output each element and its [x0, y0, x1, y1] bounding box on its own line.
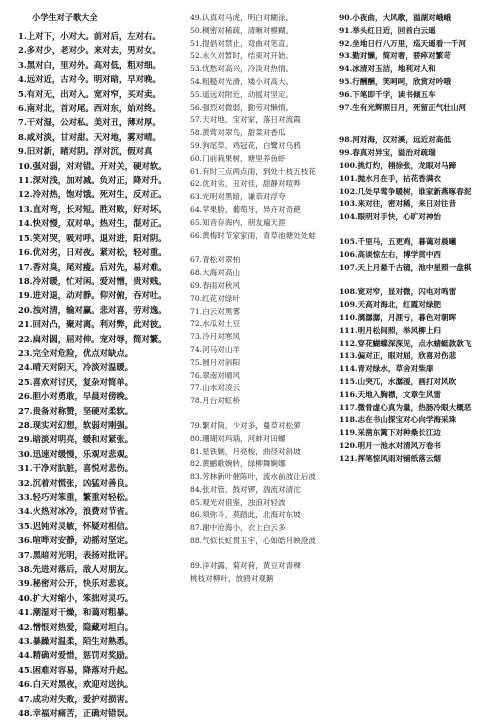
- couplet-line: 27.贵备对称赞，坚硬对柔软。: [18, 405, 134, 416]
- couplet-line: 35.迟钝对灵敏，怀疑对相信。: [18, 520, 134, 531]
- couplet-line: 16.优对劣，日对夜。紧对松，轻对重。: [18, 247, 167, 258]
- couplet-line: 42.憎恨对热爱，隐藏对坦白。: [18, 621, 134, 632]
- couplet-line: 98.河对海，汉对溪，远近对高低: [339, 135, 451, 145]
- couplet-line: 63.光明对黑暗，谦恭对浮夸: [190, 192, 286, 202]
- couplet-list-2c: [190, 420, 328, 548]
- couplet-line: 1.上对下，小对大。前对后，左对右。: [18, 31, 161, 41]
- spacer: [339, 274, 489, 286]
- couplet-line: 57.天对地，宝对家，落日对流霞: [190, 115, 301, 125]
- couplet-line: 12.冷对热，饱对饿。死对生，反对正。: [18, 189, 167, 200]
- couplet-line: 33.轻巧对笨重，繁重对轻松。: [18, 492, 134, 502]
- spacer: [339, 114, 489, 134]
- couplet-line: 117.微骨虚心真为量，热肠冷眼大概恶: [339, 402, 472, 412]
- couplet-line: 5.有对无，出对入。宽对窄，买对卖。: [18, 88, 161, 99]
- couplet-line: 116.天地入胸襟，文章生风雷: [339, 389, 442, 399]
- couplet-line: 86.须弥斗，莫踏此，北海对东坡: [190, 510, 301, 520]
- document-title: 小学生对子歌大全: [32, 12, 98, 22]
- column-1: [18, 12, 178, 721]
- couplet-line: 101.抛水月在手，拈花香满衣: [339, 173, 442, 183]
- couplet-line: 36.喧哗对安静，动摇对坚定。: [18, 535, 134, 546]
- couplet-line: 113.偏对正，眼对屈，欣喜对伤悲: [339, 351, 457, 361]
- couplet-line: 37.黑暗对光明，表扬对批评。: [18, 549, 134, 560]
- couplet-line: 68.大海对高山: [190, 268, 241, 278]
- couplet-list-1: [18, 29, 178, 721]
- couplet-line: 110.漓潺潺，月涯亏，暮色对朝晖: [339, 312, 457, 322]
- couplet-line: 114.青对绿水，草舍对柴扉: [339, 364, 434, 374]
- couplet-line: 93.勤对懒，简对奢，骄瘁对繁苛: [339, 51, 451, 61]
- couplet-line: 74.河马对山羊: [190, 344, 241, 354]
- couplet-line: 99.春真对异宝，溢治对疏瑞: [339, 148, 436, 158]
- couplet-line: 75.圆月对斜阳: [190, 357, 241, 367]
- couplet-line: 80.珊瑚对玛瑙，河蚌对田螺: [190, 433, 286, 443]
- couplet-line: 100.挑灯灼，栩徐张，龙眼对马蹄: [339, 160, 457, 170]
- spacer: [190, 242, 328, 254]
- couplet-line: 73.冷月对寒风: [190, 332, 241, 342]
- couplet-line: 69.春雨对秋风: [190, 280, 241, 290]
- spacer: [190, 548, 328, 560]
- couplet-line: 67.青松对翠柏: [190, 255, 241, 265]
- couplet-line: 29.暗淡对明亮，缓和对紧张。: [18, 434, 134, 445]
- couplet-line: 56.强烈对微弱，勤劳对懒惰。: [190, 102, 294, 112]
- couplet-line: 108.宽对窄，显对微，闪电对鸣雷: [339, 287, 457, 297]
- couplet-line: 88.气似长虹贯玉宇，心如皓月映澄波: [190, 536, 316, 546]
- couplet-line: 24.晴天对阴天，冷淡对温暖。: [18, 362, 134, 373]
- couplet-line: 121.挥笔惊风雨对铺纸落云烟: [339, 453, 442, 463]
- couplet-line: 21.回对凸，聚对离。利对弊，此对彼。: [18, 319, 167, 330]
- couplet-line: 39.秘密对公开，快乐对悲哀。: [18, 578, 134, 589]
- couplet-line: 桃枝对柳叶，放鸥对观鹅: [190, 573, 274, 583]
- couplet-line: 46.白天对黑夜，欢迎对送执。: [18, 679, 134, 690]
- couplet-line: 111.明月松间照，举风柳上归: [339, 325, 442, 335]
- couplet-line: 53.忧愁对高兴，冷淡对热情。: [190, 64, 294, 74]
- couplet-line: 54.粗糙对光滑，矮小对高大。: [190, 76, 294, 86]
- couplet-line: 34.火热对冰冷，浪费对节省。: [18, 506, 134, 517]
- couplet-line: 97.生有光辉照日月，死留正气壮山河: [339, 102, 467, 112]
- couplet-line: 19.进对退，动对静。仰对俯，吞对吐。: [18, 290, 167, 301]
- couplet-line: 13.直对弯，长对短。胜对败，好对坏。: [18, 203, 167, 214]
- couplet-line: 32.沉着对慌张，凶猛对善良。: [18, 477, 134, 488]
- couplet-line: 2.多对少，老对少。来对去，男对女。: [18, 45, 161, 56]
- couplet-line: 90.小夜曲，大风歌，溢湖对峨峨: [339, 13, 451, 22]
- couplet-line: 76.翠南对晴风: [190, 370, 241, 380]
- column-3: [339, 12, 489, 466]
- couplet-line: 82.黄鹂歌婉转，绿柳舞婀娜: [190, 459, 286, 469]
- couplet-line: 20.浊对清，输对赢。悲对喜，劳对逸。: [18, 304, 167, 315]
- couplet-line: 106.高谈惊左右，博学贯中西: [339, 249, 442, 259]
- couplet-line: 9.旧对新，睹对阴。浮对沉，假对真: [18, 146, 153, 157]
- couplet-line: 43.暴躁对温柔，陌生对熟悉。: [18, 636, 134, 647]
- couplet-line: 89.洋对露，菊对荷，黄豆对青稞: [190, 560, 301, 570]
- couplet-line: 70.红花对绿叶: [190, 293, 241, 303]
- couplet-line: 92.坐地日行八万里，巡天遥看一千河: [339, 38, 467, 48]
- couplet-list-3d: [339, 286, 489, 465]
- couplet-line: 52.永久对暂时，结束对开始。: [190, 51, 294, 61]
- couplet-line: 25.喜欢对讨厌，复杂对简单。: [18, 376, 134, 387]
- couplet-line: 49.认真对马虎，明白对糊涂。: [190, 13, 294, 22]
- couplet-line: 103.来对往，密对稀，来日对往昔: [339, 199, 457, 209]
- couplet-line: 3.黑对白，里对外。高对低，粗对细。: [18, 59, 161, 70]
- couplet-line: 59.狗尾草，鸡冠花，白鹭对乌鸦: [190, 140, 301, 150]
- couplet-line: 40.扩大对缩小，笨拙对灵巧。: [18, 592, 134, 603]
- couplet-line: 83.芳林新叶催陈叶，流水前波让后波: [190, 472, 316, 482]
- couplet-line: 112.穿花蝴蝶深深见，点水蜻蜓款款飞: [339, 338, 472, 348]
- couplet-list-3b: [339, 134, 489, 224]
- couplet-line: 58.黄莺对翠鸟，甜菜对香瓜: [190, 128, 286, 138]
- couplet-line: 30.迅速对缓慢，乐观对悲观。: [18, 448, 134, 459]
- couplet-line: 96.下笔即千字，读书倾五车: [339, 89, 436, 99]
- couplet-line: 45.困难对容易，降落对升起。: [18, 664, 134, 675]
- couplet-line: 14.快对慢，双对单。热对生，混对正。: [18, 218, 167, 229]
- couplet-line: 6.南对北，首对尾。西对东，始对终。: [18, 103, 161, 114]
- couplet-line: 95.行酬酬，笑呵呵，欣赏对吟哦: [339, 76, 451, 86]
- couplet-list-3a: [339, 12, 489, 114]
- couplet-line: 65.知音存海内，朋友遍天涯: [190, 217, 286, 227]
- couplet-line: 10.强对弱，对对错。开对关，硬对软。: [18, 160, 167, 171]
- couplet-line: 31.干净对肮脏，喜悦对悲伤。: [18, 463, 134, 474]
- spacer: [190, 408, 328, 420]
- couplet-line: 78.月台对虹桥: [190, 396, 241, 406]
- couplet-line: 71.白云对黑雾: [190, 306, 241, 316]
- couplet-line: 102.几处早莺争暖树，谁家新燕啄春泥: [339, 186, 472, 196]
- couplet-line: 62.优对劣，丑对佳，甜静对喧哗: [190, 179, 301, 189]
- couplet-line: 120.明月一池水对清风万卷书: [339, 440, 442, 450]
- couplet-line: 22.扁对圆，屈对伸。宠对辱，简对繁。: [18, 333, 167, 344]
- couplet-list-2b: [190, 254, 328, 408]
- couplet-line: 109.天高对海北，红霞对绿肥: [339, 300, 442, 310]
- couplet-list-3c: [339, 236, 489, 274]
- couplet-line: 66.黄梅时节家家雨，青草池塘处处蛙: [190, 230, 316, 240]
- couplet-line: 18.冷对暖，忙对闲。爱对憎，贵对贱。: [18, 275, 167, 286]
- couplet-line: 107.天上月悬千古镜，池中星照一盘棋: [339, 262, 472, 272]
- couplet-line: 47.成功对失败，爱护对损害。: [18, 693, 134, 704]
- couplet-line: 28.现实对幻想，软弱对刚强。: [18, 419, 134, 430]
- couplet-line: 105.千里马，五更鸡，暮蔼对晨曦: [339, 236, 457, 246]
- couplet-line: 60.门前栽果树，塘里养鱼虾: [190, 153, 286, 163]
- couplet-line: 4.远对近，古对今。明对暗，早对晚。: [18, 74, 161, 85]
- couplet-line: 26.胆小对勇敢，早晨对傍晚。: [18, 391, 134, 402]
- spacer: [339, 224, 489, 236]
- couplet-line: 38.先进对落后，敌人对朋友。: [18, 564, 134, 575]
- couplet-line: 61.有时三点两点雨，到处十枝五枝花: [190, 166, 316, 176]
- couplet-line: 23.完全对危险，优点对缺点。: [18, 347, 134, 358]
- couplet-line: 17.香对臭，尾对瘦。后对先，易对难。: [18, 261, 167, 272]
- couplet-line: 7.干对湿，公对私。美对丑，薄对厚。: [18, 117, 161, 128]
- couplet-line: 79.繁对简，少对多，蔓草对松萝: [190, 420, 301, 430]
- couplet-line: 119.采凿东篱下对种桑长江边: [339, 428, 442, 438]
- couplet-line: 50.稠密对稀疏，清晰对模糊。: [190, 25, 294, 35]
- couplet-line: 41.潮湿对干燥，和蔼对粗暴。: [18, 607, 134, 618]
- couplet-line: 84.张对管，鼓对锣，湍流对清沱: [190, 484, 301, 494]
- couplet-line: 64.苹果脸，葡萄牙，异卉对奇葩: [190, 204, 301, 214]
- column-2: [190, 12, 328, 585]
- couplet-line: 44.精确对爱惜，惩罚对奖励。: [18, 650, 134, 661]
- couplet-line: 55.遥远对附近，动摇对坚定。: [190, 89, 294, 99]
- couplet-line: 11.深对浅，加对减。负对正，降对升。: [18, 175, 167, 186]
- couplet-line: 94.冰清对玉洁，地利对人和: [339, 64, 436, 74]
- couplet-line: 15.笑对哭，吸对呼。退对进，阳对阴。: [18, 232, 167, 243]
- couplet-line: 8.咸对淡，甘对甜。天对地，雾对晴。: [18, 131, 161, 142]
- couplet-line: 85.观光对借鉴，浊浪对轻波: [190, 497, 286, 507]
- couplet-line: 72.水瓜对土豆: [190, 319, 241, 329]
- couplet-line: 91.举头红日近，回首白云遥: [339, 25, 436, 35]
- couplet-list-2d: [190, 560, 328, 586]
- couplet-line: 81.星铁剿，月亮梭，曲径对斜坡: [190, 446, 301, 456]
- couplet-line: 87.谢中沧海小，衣上白云多: [190, 523, 286, 533]
- couplet-list-2a: [190, 12, 328, 242]
- couplet-line: 115.山突兀，水潺湲，画打对风吹: [339, 376, 457, 386]
- couplet-line: 118.志在书山探宝对心向学海采珠: [339, 415, 457, 425]
- couplet-line: 51.提倡对禁止，弯曲对笔直。: [190, 38, 294, 48]
- couplet-line: 104.眼明对手快，心旷对神怡: [339, 212, 442, 222]
- couplet-line: 48.幸福对痛苦，正确对错误。: [18, 708, 134, 719]
- couplet-line: 77.山水对凌云: [190, 383, 241, 393]
